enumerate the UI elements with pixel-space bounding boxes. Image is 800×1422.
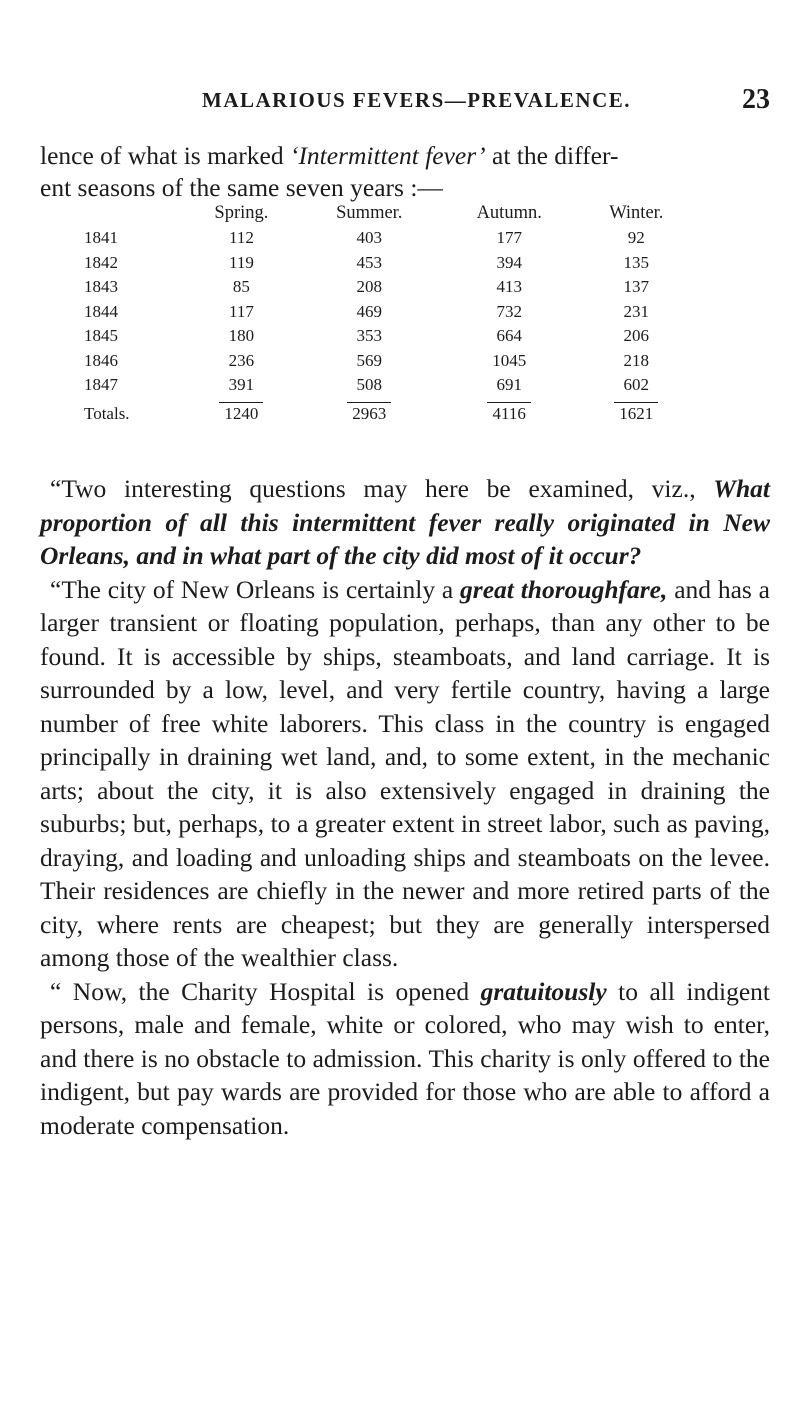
year-cell: 1841 [84, 228, 118, 248]
value-cell: 732 [496, 301, 522, 321]
year-cell: 1844 [84, 301, 118, 321]
column-header: Autumn. [476, 202, 542, 223]
value-cell: 391 [228, 375, 255, 395]
value-cell: 569 [356, 350, 383, 370]
paragraph-2-pre: “The city of New Orleans is certainly a [50, 574, 461, 604]
value-cell: 206 [623, 326, 650, 346]
paragraph-3-em: gratuitously [480, 976, 607, 1006]
value-cell: 117 [228, 301, 254, 321]
value-cell: 180 [228, 326, 255, 346]
year-cell: 1842 [84, 252, 118, 272]
value-cell: 92 [627, 228, 645, 248]
fever-seasons-table [84, 202, 694, 424]
paragraph-thoroughfare [40, 573, 770, 975]
value-cell: 218 [623, 350, 650, 370]
value-cell: 453 [356, 252, 383, 272]
paragraph-3-post: to all indigent persons, male and female, white or colored, who may wish to enter, and there is no obstacle to admission. This charity is only offered to the indigent, but pay wards are provided for those who are able to afford a moderate compensation. [40, 976, 770, 1140]
year-cell: 1843 [84, 277, 118, 297]
value-cell: 236 [228, 350, 255, 370]
table-row [84, 300, 694, 325]
total-cell [579, 398, 694, 424]
table-header-row [84, 202, 694, 226]
value-cell: 135 [623, 252, 650, 272]
intro-line-1-post: at the differ- [485, 141, 619, 170]
value-cell: 508 [356, 375, 383, 395]
total-cell [440, 398, 579, 424]
value-cell: 137 [623, 277, 650, 297]
value-cell: 469 [356, 301, 383, 321]
running-title: MALARIOUS FEVERS—PREVALENCE. [202, 88, 632, 112]
value-cell: 112 [228, 228, 254, 248]
intro-line-1-pre: lence of what is marked [40, 141, 290, 170]
column-header: Spring. [214, 202, 269, 223]
year-cell: 1846 [84, 350, 118, 370]
paragraph-questions [40, 472, 770, 573]
paragraph-3-pre: “ Now, the Charity Hospital is opened [50, 976, 481, 1006]
value-cell: 403 [356, 228, 383, 248]
value-cell: 394 [496, 252, 522, 272]
column-header: Summer. [336, 202, 403, 223]
table-row [84, 349, 694, 374]
value-cell: 177 [496, 228, 522, 248]
body-text [40, 472, 770, 1142]
paragraph-1-pre: “Two interesting questions may here be examined, viz., [50, 474, 714, 503]
value-cell: 691 [496, 375, 522, 395]
paragraph-2-em: great thoroughfare, [460, 574, 668, 604]
total-value: 1240 [219, 402, 263, 424]
intro-line-1 [40, 140, 770, 172]
table-row [84, 251, 694, 276]
total-value: 2963 [347, 402, 391, 424]
paragraph-charity [40, 975, 770, 1143]
year-cell: 1845 [84, 326, 118, 346]
totals-label: Totals. [84, 403, 130, 423]
intro-text [40, 140, 770, 204]
table-row [84, 324, 694, 349]
value-cell: 85 [232, 277, 250, 297]
total-cell [184, 398, 299, 424]
year-column-header [84, 202, 184, 226]
table-row [84, 275, 694, 300]
total-value: 1621 [614, 402, 658, 424]
intro-line-1-em: ‘Intermittent fever’ [289, 141, 486, 170]
value-cell: 119 [228, 252, 254, 272]
page-number: 23 [742, 84, 770, 115]
value-cell: 413 [496, 277, 522, 297]
value-cell: 231 [623, 301, 650, 321]
table-row [84, 373, 694, 398]
intro-line-2: ent seasons of the same seven years :— [40, 173, 443, 202]
value-cell: 1045 [492, 350, 527, 370]
column-header: Winter. [609, 202, 664, 223]
value-cell: 602 [623, 375, 650, 395]
year-cell: 1847 [84, 375, 118, 395]
total-value: 4116 [487, 402, 531, 424]
value-cell: 664 [496, 326, 522, 346]
running-header [40, 84, 770, 118]
value-cell: 208 [356, 277, 383, 297]
paragraph-1-em: What proportion of all this intermittent fever really originated in New Orleans, and in what part of the city did most of it occur? [40, 474, 770, 570]
total-cell [299, 398, 440, 424]
value-cell: 353 [356, 326, 383, 346]
paragraph-2-post: and has a larger transient or floating population, perhaps, than any other to be found. It is accessible by ships, steamboats, and land carriage. It is surrounded by a low, level, and very fertile country, having a large number of free white laborers. This class in the country is engaged principally in draining wet land, and, to some extent, in the mechanic arts; about the city, it is also extensively engaged in draining the suburbs; but, perhaps, to a greater extent in street labor, such as paving, draying, and loading and unloading ships and steamboats on the levee. Their residences are chiefly in the newer and more retired parts of the city, where rents are cheapest; but they are generally interspersed among those of the wealthier class. [40, 574, 770, 972]
table-row [84, 226, 694, 251]
totals-row [84, 398, 694, 424]
